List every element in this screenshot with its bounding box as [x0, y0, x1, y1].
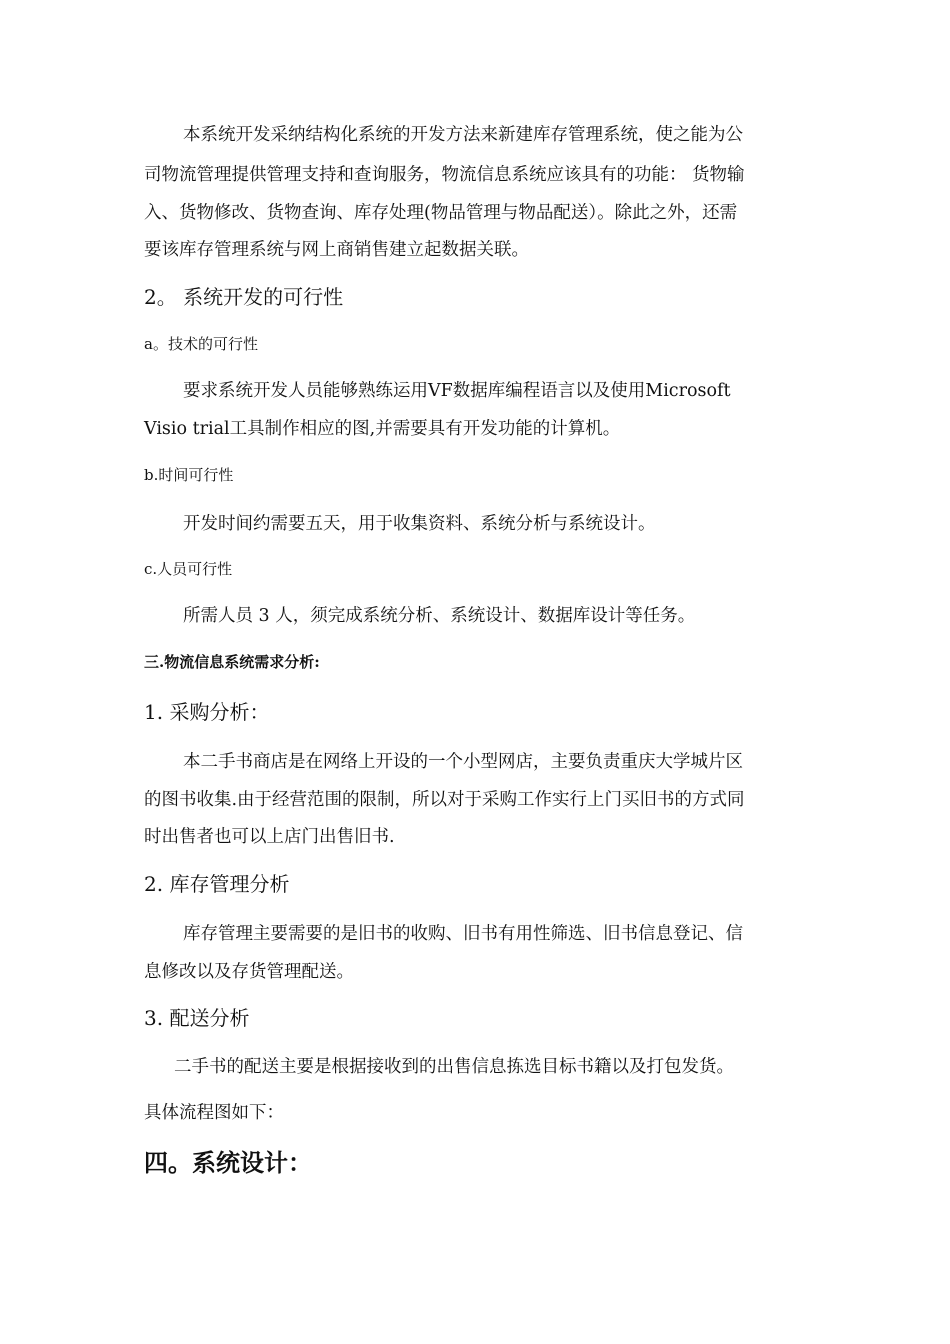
sub-a-heading: a。技术的可行性	[144, 335, 258, 353]
section-3-heading: 三.物流信息系统需求分析:	[144, 653, 320, 671]
intro-line-4: 要该库存管理系统与网上商销售建立起数据关联。	[144, 240, 529, 260]
s3-2-line-2: 息修改以及存货管理配送。	[144, 962, 354, 982]
section-3-1-heading: 1. 采购分析：	[144, 700, 270, 724]
intro-line-1: 本系统开发采纳结构化系统的开发方法来新建库存管理系统，使之能为公	[183, 125, 743, 145]
sub-c-body: 所需人员 3 人，须完成系统分析、系统设计、数据库设计等任务。	[183, 606, 696, 626]
intro-line-2: 司物流管理提供管理支持和查询服务，物流信息系统应该具有的功能： 货物输	[144, 165, 745, 185]
sub-c-heading: c.人员可行性	[144, 560, 233, 578]
s3-3-body: 二手书的配送主要是根据接收到的出售信息拣选目标书籍以及打包发货。	[174, 1057, 734, 1077]
section-2-heading: 2。 系统开发的可行性	[144, 285, 344, 309]
s3-2-line-1: 库存管理主要需要的是旧书的收购、旧书有用性筛选、旧书信息登记、信	[183, 924, 743, 944]
intro-line-3: 入、货物修改、货物查询、库存处理(物品管理与物品配送）。除此之外，还需	[144, 203, 738, 223]
sub-a-line-2: Visio trial工具制作相应的图,并需要具有开发功能的计算机。	[144, 419, 621, 439]
s3-1-line-2: 的图书收集.由于经营范围的限制，所以对于采购工作实行上门买旧书的方式同	[144, 790, 745, 810]
s3-1-line-1: 本二手书商店是在网络上开设的一个小型网店，主要负责重庆大学城片区	[183, 752, 743, 772]
section-3-3-heading: 3. 配送分析	[144, 1006, 250, 1030]
sub-b-body: 开发时间约需要五天，用于收集资料、系统分析与系统设计。	[183, 514, 656, 534]
flowchart-note: 具体流程图如下：	[144, 1103, 284, 1123]
sub-a-line-1: 要求系统开发人员能够熟练运用VF数据库编程语言以及使用Microsoft	[183, 381, 731, 401]
s3-1-line-3: 时出售者也可以上店门出售旧书.	[144, 827, 395, 847]
section-3-2-heading: 2. 库存管理分析	[144, 872, 290, 896]
section-4-heading: 四。系统设计：	[144, 1148, 312, 1177]
sub-b-heading: b.时间可行性	[144, 466, 234, 484]
